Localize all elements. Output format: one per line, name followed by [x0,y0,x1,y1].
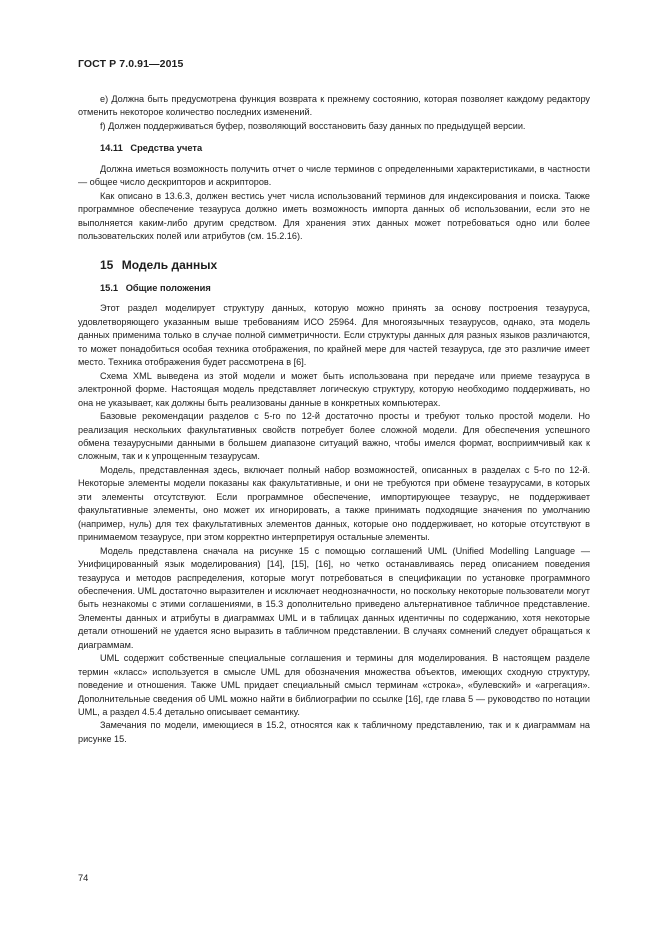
section-heading-15-1 [100,282,590,295]
paragraph-item-e: е) Должна быть предусмотрена функция возврата к прежнему состоянию, которая позволяет каждому редактору отменить некоторое количество последних изменений. [78,94,590,118]
section-heading-14-11 [100,142,590,155]
document-header: ГОСТ Р 7.0.91—2015 [78,58,184,70]
chapter-title: Модель данных [121,257,218,272]
page-number: 74 [78,873,89,883]
section-number: 15.1 [100,282,119,293]
paragraph: Этот раздел моделирует структуру данных, которую можно принять за основу построения тезауруса, удовлетворяющего указанным выше требованиям ИСО 25964. Для многоязычных тезаурусов, однако, эта модель данных применима только в случае полной симметричности. Если структуры данных для разных языков различаются, то может понадобиться особая техника отображения, по крайней мере для частей тезауруса, где это различие имеет место. Техника отображения будет рассмотрена в [6]. [78,303,590,368]
section-title: Общие положения [125,282,211,293]
paragraph: Схема XML выведена из этой модели и может быть использована при передаче или приеме тезауруса в электронной форме. Настоящая модель представляет логическую структуру, которую необходимо поддерживать, но она не указывает, как должны быть реализованы данные в конкретных компьютерах. [78,370,590,408]
page-content [78,93,590,746]
paragraph: Базовые рекомендации разделов с 5-го по 12-й достаточно просты и требуют только простой модели. Но реализация нескольких факультативных свойств потребует более сложной модели. Для обеспечения успешного обмена тезаурусными данными в большем диапазоне ситуаций важно, чтобы имелся формат, восприимчивый как к сложным, так и к упрощенным тезаурусам. [78,411,590,462]
paragraph: UML содержит собственные специальные соглашения и термины для моделирования. В настоящем разделе термин «класс» используется в смысле UML для обозначения множества объектов, имеющих сходную структуру, поведение и отношения. Также UML придает специальный смысл терминам «строка», «булевский» и «агрегация». Дополнительные сведения об UML можно найти в библиографии по ссылке [16], где глава 5 — руководство по нотации UML, а раздел 4.5.4 детально описывает семантику. [78,653,590,718]
paragraph: Как описано в 13.6.3, должен вестись учет числа использований терминов для индексирования и поиска. Также программное обеспечение тезауруса должно иметь возможность импорта данных об использовании, если это не выполняется каким-либо другим средством. Для хранения этих данных может потребоваться одно или более пользовательских полей или атрибутов (см. 15.2.16). [78,190,590,242]
section-title: Средства учета [130,143,203,154]
paragraph-item-f: f) Должен поддерживаться буфер, позволяющий восстановить базу данных по предыдущей версии. [100,120,526,131]
paragraph: Модель, представленная здесь, включает полный набор возможностей, описанных в разделах с 5-го по 12-й. Некоторые элементы модели показаны как факультативные, и они не требуются при обмене тезаурусами, в которых эти элементы отсутствуют. Если программное обеспечение, импортирующее тезаурус, не поддерживает факультативные элементы, оно может их игнорировать, а также принимать подходящие значения по умолчанию (например, нуль) для тех факультативных элементов данных, которые оно поддерживает, но которые отсутствуют в принимаемом тезаурусе, при этом корректно интерпретируя остальные элементы. [78,464,590,543]
chapter-heading-15 [100,259,590,272]
paragraph: Должна иметься возможность получить отчет о числе терминов с определенными характеристиками, в частности — общее число дескрипторов и аскрипторов. [78,163,590,188]
paragraph: Модель представлена сначала на рисунке 15 с помощью соглашений UML (Unified Modelling Language — Унифицированный язык моделирования) [14], [15], [16], но четко останавливаясь перед описанием поведения тезауруса и методов распределения, которые могут потребоваться в спецификации по установке программного обеспечения. UML достаточно выразителен и исключает неоднозначности, но поскольку некоторые пользователи могут быть незнакомы с этими соглашениями, в 15.3 дополнительно приведено альтернативное табличное представление. Элементы данных и атрибуты в диаграммах UML и в таблицах данных идентичны по содержанию, хотя некоторые детали отношений не удается ясно выразить в табличном представлении. В случаях сомнений следует обращаться к диаграммам. [78,545,590,650]
section-number: 14.11 [100,143,123,154]
chapter-number: 15 [100,257,114,272]
paragraph: Замечания по модели, имеющиеся в 15.2, относятся как к табличному представлению, так и к диаграммам на рисунке 15. [78,720,590,744]
